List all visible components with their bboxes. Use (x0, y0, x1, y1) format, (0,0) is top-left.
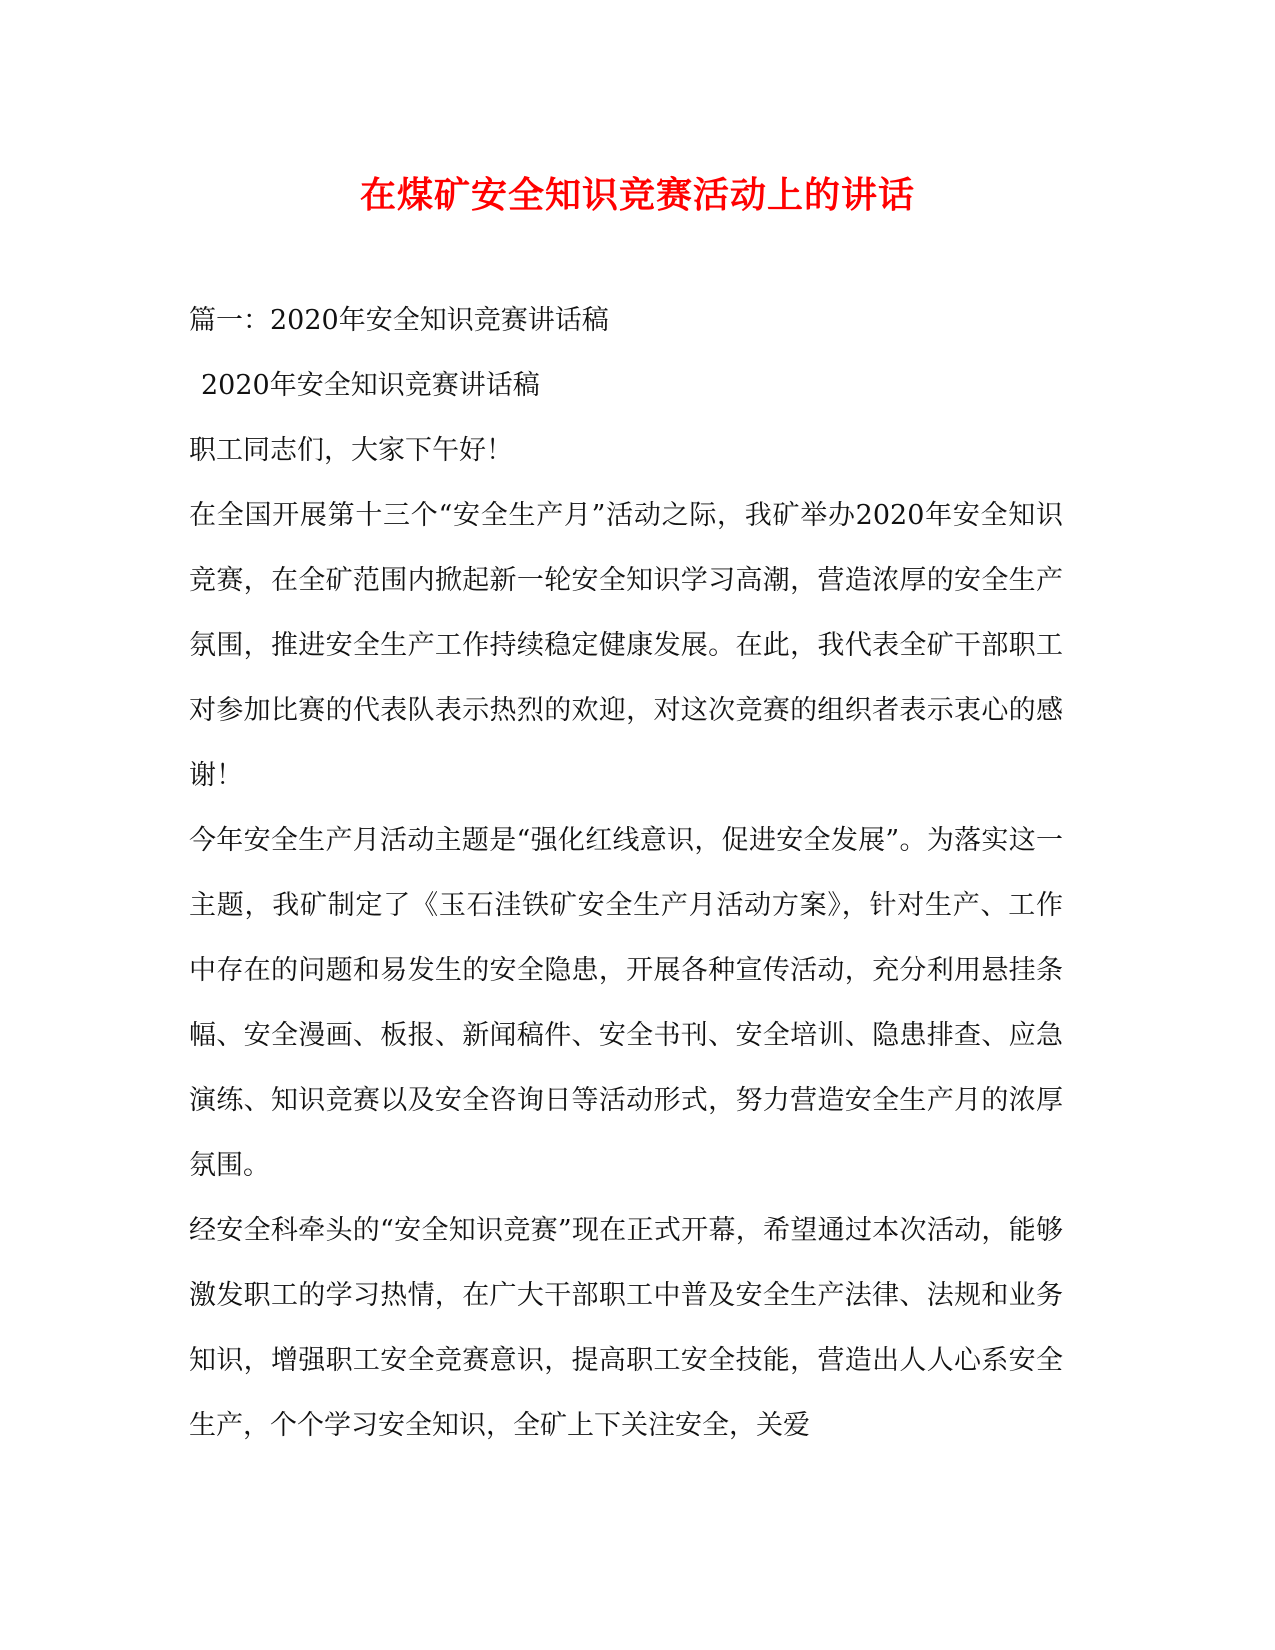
body-paragraph-1: 在全国开展第十三个“安全生产月”活动之际，我矿举办2020年安全知识竞赛，在全矿范围内掀起新一轮安全知识学习高潮，营造浓厚的安全生产氛围，推进安全生产工作持续稳定健康发展。在此，我代表全矿干部职工对参加比赛的代表队表示热烈的欢迎，对这次竞赛的组织者表示衷心的感谢！ (189, 500, 1063, 791)
body-paragraph-3: 经安全科牵头的“安全知识竞赛”现在正式开幕，希望通过本次活动，能够激发职工的学习热情，在广大干部职工中普及安全生产法律、法规和业务知识，增强职工安全竞赛意识，提高职工安全技能，营造出人人心系安全生产，个个学习安全知识，全矿上下关注安全，关爱 (189, 1215, 1063, 1441)
greeting-paragraph: 职工同志们，大家下午好！ (189, 435, 513, 466)
document-body (189, 288, 1063, 1458)
speech-title: 2020年安全知识竞赛讲话稿 (201, 370, 540, 401)
document-title: 在煤矿安全知识竞赛活动上的讲话 (359, 174, 915, 216)
body-paragraph-2: 今年安全生产月活动主题是“强化红线意识，促进安全发展”。为落实这一主题，我矿制定了《玉石洼铁矿安全生产月活动方案》，针对生产、工作中存在的问题和易发生的安全隐患，开展各种宣传活动，充分利用悬挂条幅、安全漫画、板报、新闻稿件、安全书刊、安全培训、隐患排查、应急演练、知识竞赛以及安全咨询日等活动形式，努力营造安全生产月的浓厚氛围。 (189, 825, 1063, 1181)
section-heading: 篇一：2020年安全知识竞赛讲话稿 (189, 305, 609, 336)
